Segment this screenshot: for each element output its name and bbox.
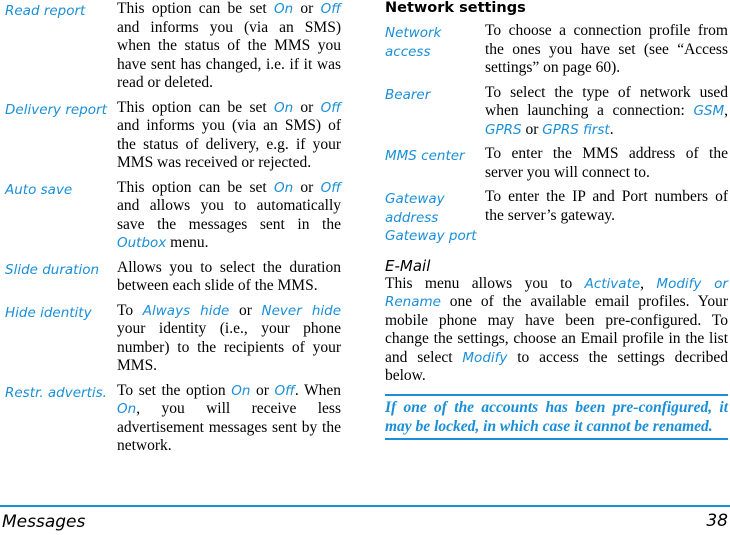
- text-run: To set the option: [117, 381, 232, 399]
- mms-option-term: Auto save: [5, 181, 73, 198]
- text-run: To choose a connection profile from the ones you have set (see “Access settings” on page 60).: [485, 22, 728, 76]
- text-run: and informs you (via an SMS) when the status of the MMS you have sent has changed, i.e. if it was read or deleted.: [117, 18, 341, 91]
- mms-option-term: Restr. advertis.: [5, 384, 107, 401]
- text-run: To select the type of network used when launching a connection:: [485, 83, 728, 119]
- text-run: menu.: [166, 234, 209, 251]
- text-run: .: [609, 120, 614, 138]
- mms-option-description: [117, 259, 341, 296]
- mms-option-row: [5, 99, 341, 173]
- menu-keyword: On: [117, 401, 137, 417]
- text-run: Allows you to select the duration between each slide of the MMS.: [117, 258, 341, 294]
- left-column: [5, 0, 341, 462]
- text-run: or: [293, 0, 321, 17]
- network-settings-list: [385, 22, 728, 246]
- text-run: your identity (i.e., your phone number) to the recipients of your MMS.: [117, 320, 341, 374]
- right-column: [385, 0, 728, 440]
- menu-keyword: On: [273, 99, 294, 116]
- text-run: To enter the MMS address of the server you will connect to.: [485, 145, 728, 181]
- menu-keyword: GPRS: [485, 121, 522, 138]
- text-run: and informs you (via an SMS) of the status of delivery, e.g. if your MMS was received or rejected.: [117, 117, 341, 171]
- mms-option-row: [5, 0, 341, 93]
- network-option-term: Network access: [385, 25, 442, 60]
- mms-option-term: Hide identity: [5, 304, 92, 321]
- menu-keyword: Off: [320, 99, 341, 116]
- page-footer: [0, 505, 730, 535]
- network-option-term: Bearer: [385, 86, 431, 103]
- menu-keyword: Activate: [584, 275, 641, 292]
- network-settings-heading: Network settings: [385, 0, 526, 16]
- text-run: ,: [640, 274, 657, 292]
- network-option-term: Gateway address Gateway port: [385, 191, 477, 244]
- text-run: This option can be set: [117, 178, 274, 196]
- mms-option-row: [5, 302, 341, 376]
- network-option-description: [485, 145, 728, 182]
- mms-option-description: [117, 302, 341, 376]
- menu-keyword: Off: [274, 382, 295, 399]
- mms-option-description: [117, 99, 341, 173]
- text-run: ,: [724, 102, 728, 119]
- text-run: or: [250, 381, 275, 399]
- mms-option-description: [117, 0, 341, 93]
- menu-keyword: On: [273, 179, 294, 196]
- mms-option-row: [5, 259, 341, 296]
- mms-option-term: Slide duration: [5, 261, 100, 278]
- network-option-row: [385, 188, 728, 246]
- text-run: This option can be set: [117, 98, 274, 116]
- mms-option-row: [5, 179, 341, 253]
- menu-keyword: GSM: [693, 103, 725, 119]
- network-option-row: [385, 22, 728, 78]
- text-run: or: [293, 98, 321, 116]
- network-option-description: [485, 188, 728, 246]
- text-run: and allows you to automatically save the messages sent in the: [117, 197, 341, 233]
- section-name: Messages: [2, 512, 86, 532]
- page-number: 38: [706, 511, 728, 531]
- network-option-description: [485, 22, 728, 78]
- mms-option-row: [5, 382, 341, 456]
- text-run: To: [117, 301, 143, 319]
- menu-keyword: Off: [320, 179, 341, 196]
- menu-keyword: Modify: [462, 349, 508, 366]
- menu-keyword: Off: [320, 1, 341, 17]
- menu-keyword: GPRS first: [542, 121, 610, 138]
- mms-option-term: Read report: [5, 3, 86, 19]
- text-run: , you will receive less advertisement messages sent by the network.: [117, 400, 341, 454]
- text-run: or: [521, 120, 543, 138]
- network-option-term: MMS center: [385, 148, 465, 164]
- mms-option-description: [117, 382, 341, 456]
- network-option-row: [385, 145, 728, 182]
- mms-option-description: [117, 179, 341, 253]
- menu-keyword: Outbox: [117, 235, 167, 251]
- network-option-row: [385, 84, 728, 140]
- text-run: . When: [294, 381, 342, 399]
- text-run: or: [293, 178, 321, 196]
- text-run: This option can be set: [117, 0, 274, 17]
- network-option-description: [485, 84, 728, 140]
- email-heading: E-Mail: [385, 256, 431, 275]
- email-paragraph: [385, 275, 728, 386]
- text-run: To enter the IP and Port numbers of the server’s gateway.: [485, 188, 728, 224]
- menu-keyword: On: [231, 382, 251, 399]
- mms-option-term: Delivery report: [5, 101, 107, 118]
- text-run: This menu allows you to: [385, 274, 585, 292]
- text-run: to access the settings decribed below.: [385, 348, 729, 384]
- menu-keyword: On: [273, 1, 294, 17]
- menu-keyword: Modify or Rename: [385, 275, 728, 310]
- menu-keyword: Never hide: [261, 302, 342, 319]
- email-note: If one of the accounts has been pre-configured, it may be locked, in which case it cannot be renamed.: [385, 394, 728, 440]
- text-run: or: [229, 301, 262, 319]
- text-run: one of the available email profiles. Your mobile phone may have been pre-configured. To change the settings, choose an Email profile in the list and select: [385, 293, 728, 366]
- menu-keyword: Always hide: [142, 302, 230, 319]
